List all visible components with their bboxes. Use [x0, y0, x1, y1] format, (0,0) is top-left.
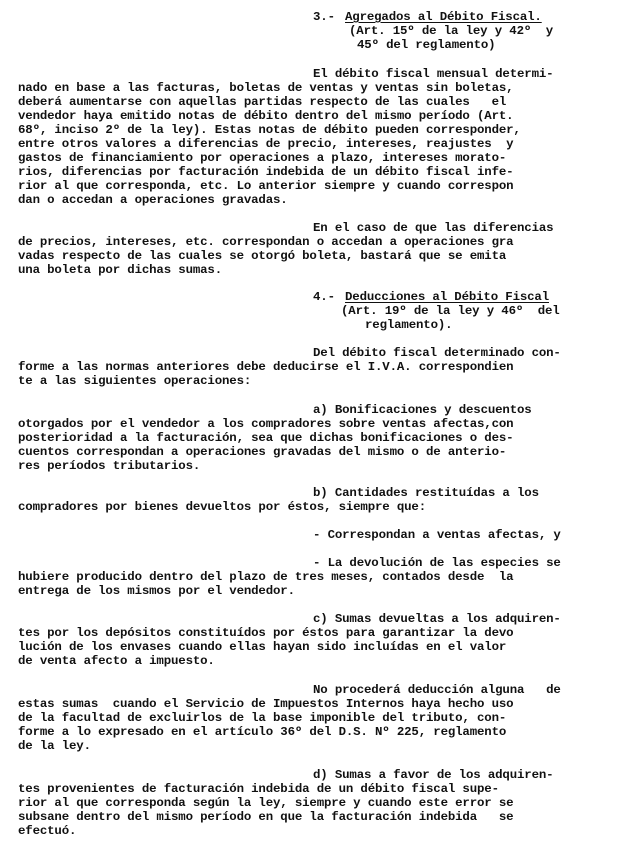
- item-c-line: c) Sumas devueltas a los adquiren-: [313, 612, 561, 626]
- item-b-condition-2-line: hubiere producido dentro del plazo de tres meses, contados desde la: [18, 570, 514, 584]
- item-b-condition-2-line: - La devolución de las especies se: [313, 556, 561, 570]
- item-d-line: d) Sumas a favor de los adquiren-: [313, 768, 554, 782]
- s3-p1-line: rior al que corresponda, etc. Lo anterior siempre y cuando correspon: [18, 179, 514, 193]
- item-c-note-line: forme a lo expresado en el artículo 36º del D.S. Nº 225, reglamento: [18, 725, 507, 739]
- s3-p1-line: nado en base a las facturas, boletas de ventas y ventas sin boletas,: [18, 81, 514, 95]
- item-a-line: otorgados por el vendedor a los compradores sobre ventas afectas,con: [18, 417, 514, 431]
- item-c-line: de venta afecto a impuesto.: [18, 654, 215, 668]
- item-c-note-line: de la facultad de excluirlos de la base imponible del tributo, con-: [18, 711, 507, 725]
- s3-p2-line: vadas respecto de las cuales se otorgó boleta, bastará que se emita: [18, 249, 507, 263]
- s3-p1-line: gastos de financiamiento por operaciones a plazo, intereses morato-: [18, 151, 507, 165]
- item-c-note-line: No procederá deducción alguna de: [313, 683, 561, 697]
- s3-p1-line: rios, diferencias por facturación indebida de un débito fiscal infe-: [18, 165, 514, 179]
- s4-intro-line: te a las siguientes operaciones:: [18, 374, 252, 388]
- section-3-number: 3.-: [313, 10, 335, 24]
- section-3-reference-1: (Art. 15º de la ley y 42º y: [349, 24, 553, 38]
- s3-p1-line: dan o accedan a operaciones gravadas.: [18, 193, 288, 207]
- item-a-line: cuentos correspondan a operaciones gravadas del mismo o de anterio-: [18, 445, 507, 459]
- s3-p2-line: de precios, intereses, etc. correspondan o accedan a operaciones gra: [18, 235, 514, 249]
- item-a-line: a) Bonificaciones y descuentos: [313, 403, 532, 417]
- item-b-condition-1: - Correspondan a ventas afectas, y: [313, 528, 561, 542]
- item-d-line: rior al que corresponda según la ley, siempre y cuando este error se: [18, 796, 514, 810]
- s4-intro-line: forme a las normas anteriores debe deducirse el I.V.A. correspondien: [18, 360, 514, 374]
- item-a-line: posterioridad a la facturación, sea que dichas bonificaciones o des-: [18, 431, 514, 445]
- item-d-line: tes provenientes de facturación indebida de un débito fiscal supe-: [18, 782, 499, 796]
- s3-p1-line: El débito fiscal mensual determi-: [313, 67, 554, 81]
- s4-intro-line: Del débito fiscal determinado con-: [313, 346, 561, 360]
- s3-p1-line: 68º, inciso 2º de la ley). Estas notas de débito pueden corresponder,: [18, 123, 521, 137]
- item-a-line: res períodos tributarios.: [18, 459, 201, 473]
- s3-p1-line: deberá aumentarse con aquellas partidas respecto de las cuales el: [18, 95, 507, 109]
- section-4-number: 4.-: [313, 290, 335, 304]
- section-3-title: Agregados al Débito Fiscal.: [345, 10, 542, 24]
- s3-p1-line: entre otros valores a diferencias de precio, intereses, reajustes y: [18, 137, 514, 151]
- item-b-line: b) Cantidades restituídas a los: [313, 486, 539, 500]
- section-4-title: Deducciones al Débito Fiscal: [345, 290, 549, 304]
- item-c-note-line: estas sumas cuando el Servicio de Impuestos Internos haya hecho uso: [18, 697, 514, 711]
- section-4-reference-2: reglamento).: [365, 318, 453, 332]
- section-4-reference-1: (Art. 19º de la ley y 46º del: [341, 304, 560, 318]
- item-b-line: compradores por bienes devueltos por éstos, siempre que:: [18, 500, 426, 514]
- item-d-line: subsane dentro del mismo período en que la facturación indebida se: [18, 810, 514, 824]
- item-c-line: tes por los depósitos constituídos por éstos para garantizar la devo: [18, 626, 514, 640]
- item-c-line: lución de los envases cuando ellas hayan sido incluídas en el valor: [18, 640, 507, 654]
- s3-p2-line: En el caso de que las diferencias: [313, 221, 554, 235]
- s3-p2-line: una boleta por dichas sumas.: [18, 263, 222, 277]
- item-c-note-line: de la ley.: [18, 739, 91, 753]
- item-b-condition-2-line: entrega de los mismos por el vendedor.: [18, 584, 295, 598]
- s3-p1-line: vendedor haya emitido notas de débito dentro del mismo período (Art.: [18, 109, 514, 123]
- item-d-line: efectuó.: [18, 824, 77, 838]
- section-3-reference-2: 45º del reglamento): [357, 38, 496, 52]
